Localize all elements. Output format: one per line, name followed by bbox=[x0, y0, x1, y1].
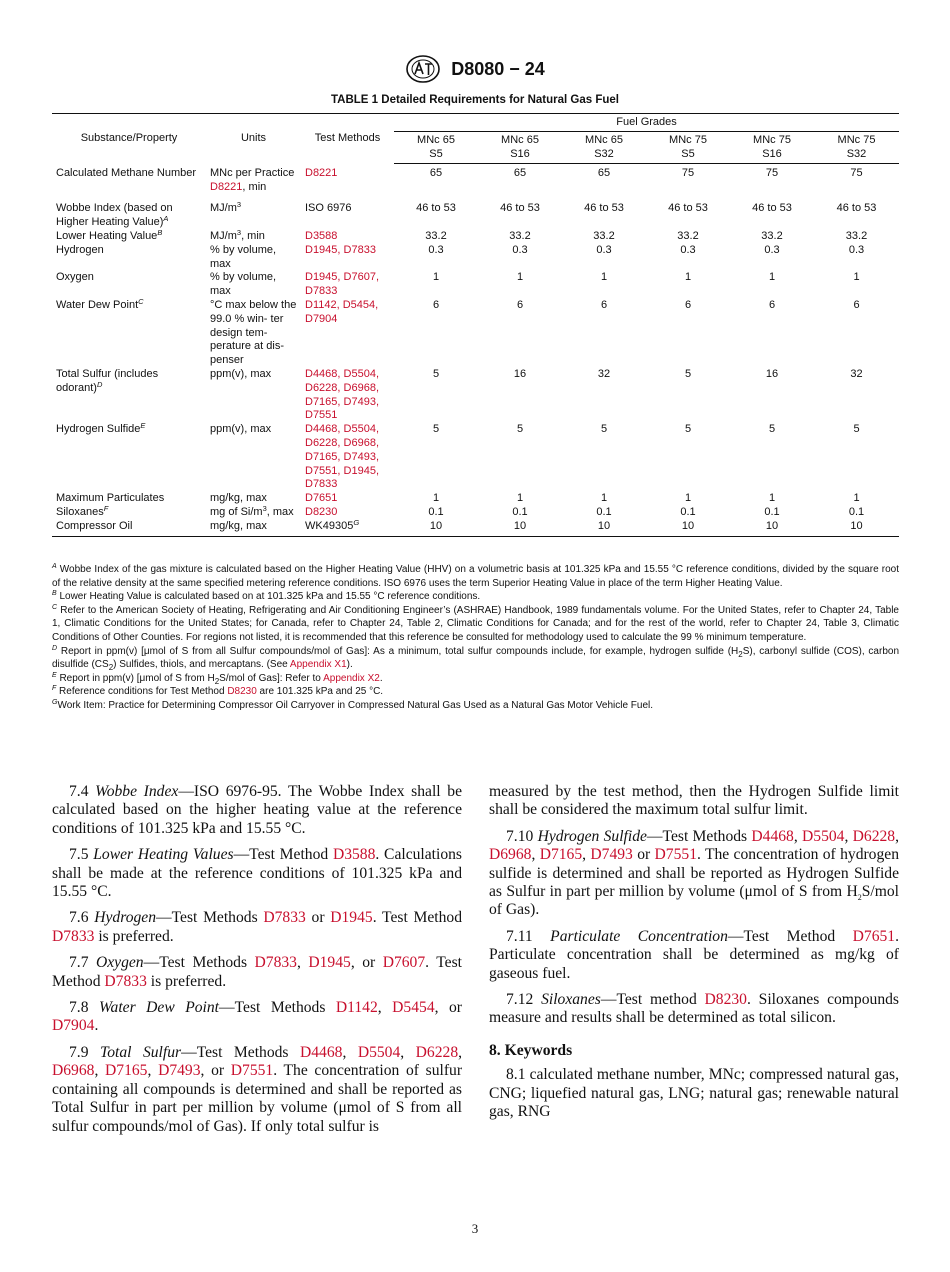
requirements-table bbox=[52, 113, 899, 537]
table-row bbox=[52, 506, 899, 520]
value-cell: 0.1 bbox=[764, 506, 780, 519]
value-cell: 75 bbox=[765, 167, 779, 180]
document-code: D8080 − 24 bbox=[451, 58, 545, 79]
value-cell: 0.3 bbox=[428, 243, 444, 256]
section-7-7: 7.7 Oxygen—Test Methods D7833, D1945, or D7607. Test Method D7833 is preferred. bbox=[52, 954, 463, 990]
method-link[interactable]: D7493 bbox=[590, 846, 633, 864]
units-cell: mg of $Si/m^3$, max bbox=[210, 504, 294, 519]
value-cell: 33.2 bbox=[509, 230, 531, 243]
footnote-d: $^D$ Report in ppm(v) [μmol of S from all Sulfur compounds/mol of Gas]: As a minimum, total sulfur compounds include, for example, hydrogen sulfide $(H_2S)$, carbonyl sulfide (COS), carbon disulfide $(CS_2)$ Sulfides, thiols, and mercaptans. (See Appendix X1). bbox=[52, 644, 900, 673]
section-7-10: 7.10 Hydrogen Sulfide—Test Methods D4468, D5504, D6228, D6968, D7165, D7493 or D7551. The concentration of hydrogen sulfide is determined and shall be reported as Hydrogen Sulfide as Sulfur in part per million by volume (μmol of S from $H_2S$/mol of Gas). bbox=[489, 827, 899, 919]
value-cell: 33.2 bbox=[845, 230, 868, 243]
value-cell: 10 bbox=[478, 520, 562, 536]
value-cell: 1 bbox=[684, 271, 692, 284]
property-cell: Lower Heating Value$^B$ bbox=[56, 228, 163, 243]
section-8-1: 8.1 calculated methane number, MNc; compressed natural gas, CNG; liquefied natural gas, LNG; natural gas; renewable natural gas, RNG bbox=[489, 1066, 899, 1121]
method-link[interactable]: D6228 bbox=[852, 827, 896, 845]
value-cell: 5 bbox=[684, 423, 692, 436]
units-cell: ppm(v), max bbox=[210, 368, 272, 381]
method-link[interactable]: D1142 bbox=[335, 999, 378, 1017]
value-cell: 1 bbox=[768, 271, 776, 284]
method-link[interactable]: D6968 bbox=[489, 846, 532, 864]
footnote-f: $^F$ Reference conditions for Test Method D8230 are 101.325 kPa and 25 °C. bbox=[52, 685, 384, 698]
body-column-left bbox=[52, 783, 462, 1144]
units-cell: mg/kg, max bbox=[210, 492, 267, 505]
property-cell: Hydrogen bbox=[56, 243, 104, 256]
method-link[interactable]: D7833 bbox=[52, 927, 95, 945]
value-cell: 1 bbox=[516, 492, 524, 505]
methods-cell[interactable]: D4468, D5504, D6228, D6968, D7165, D7493, D7551 bbox=[305, 368, 379, 422]
methods-cell[interactable]: D4468, D5504, D6228, D6968, D7165, D7493, D7551, D1945, D7833 bbox=[305, 423, 379, 491]
value-cell: 10 bbox=[394, 520, 478, 536]
value-cell: 0.3 bbox=[680, 243, 696, 256]
value-cell: 5 bbox=[768, 423, 776, 436]
methods-cell[interactable]: D1945, D7607, D7833 bbox=[305, 271, 379, 298]
value-cell: 5 bbox=[432, 368, 440, 381]
value-cell: 1 bbox=[684, 492, 692, 505]
value-cell: 1 bbox=[432, 271, 440, 284]
value-cell: 0.3 bbox=[764, 243, 780, 256]
property-cell: Total Sulfur (includes odorant)$^D$ bbox=[56, 368, 159, 394]
section-7-4: 7.4 Wobbe Index—ISO 6976-95. The Wobbe Index shall be calculated based on the higher heating value at the reference conditions of 101.325 kPa and 15.55 °C. bbox=[52, 783, 463, 837]
header-fuel-grades: Fuel Grades bbox=[394, 114, 899, 132]
value-cell: 6 bbox=[684, 299, 692, 312]
value-cell: 0.1 bbox=[848, 506, 865, 519]
value-cell: 6 bbox=[516, 299, 524, 312]
value-cell: 5 bbox=[516, 423, 524, 436]
property-cell: Hydrogen Sulfide$^E$ bbox=[56, 421, 146, 436]
property-cell: Oxygen bbox=[56, 271, 94, 284]
value-cell: 16 bbox=[765, 368, 779, 381]
method-link[interactable]: D4468 bbox=[751, 827, 794, 845]
value-cell: 33.2 bbox=[677, 230, 699, 243]
value-cell: 0.3 bbox=[512, 243, 528, 256]
value-cell: 0.3 bbox=[848, 243, 865, 256]
value-cell: 75 bbox=[850, 167, 863, 180]
footnote-a: $^A$ Wobbe Index of the gas mixture is calculated based on the Higher Heating Value (HHV) on a volumetric basis at 101.325 kPa and 15.55 °C reference conditions, divided by the square root of the relative density at the same specified metering reference conditions. ISO 6976 uses the term Superior Heating Value in place of the term Higher Heating Value. bbox=[52, 563, 899, 589]
method-link[interactable]: D7551 bbox=[230, 1062, 274, 1080]
value-cell: 16 bbox=[513, 368, 527, 381]
property-cell: Maximum Particulates bbox=[56, 492, 165, 505]
grade-header: MNc 75 S32 bbox=[814, 131, 899, 164]
method-link[interactable]: D8230 bbox=[227, 686, 257, 698]
value-cell: 33.2 bbox=[593, 230, 615, 243]
methods-cell: ISO 6976 bbox=[305, 202, 352, 215]
value-cell: 5 bbox=[853, 423, 860, 436]
value-cell: 10 bbox=[562, 520, 646, 536]
value-cell: 75 bbox=[681, 167, 695, 180]
value-cell: 5 bbox=[432, 423, 440, 436]
value-cell: 0.1 bbox=[680, 506, 696, 519]
value-cell: 1 bbox=[768, 492, 776, 505]
value-cell: 65 bbox=[429, 167, 443, 180]
section-7-12: 7.12 Siloxanes—Test method D8230. Siloxanes compounds measure and results shall be determined as total silicon. bbox=[489, 991, 899, 1027]
method-link[interactable]: D6228 bbox=[415, 1043, 459, 1061]
property-cell: Water Dew Point$^C$ bbox=[56, 297, 144, 312]
section-7-9: 7.9 Total Sulfur—Test Methods D4468, D5504, D6228, D6968, D7165, D7493, or D7551. The concentration of sulfur containing all compounds is determined and shall be reported as Total Sulfur in part per million by volume (μmol of S from all sulfur compounds/mol of Gas). If only total sulfur is bbox=[52, 1043, 463, 1135]
footnote-b: $^B$ Lower Heating Value is calculated based on at 101.325 kPa and 15.55 °C reference conditions. bbox=[52, 590, 481, 603]
footnote-c: $^C$ Refer to the American Society of Heating, Refrigerating and Air Conditioning Engineer’s (ASHRAE) Handbook, 1989 fundamentals volume. For the United States, refer to Chapter 24, Table 1, Climatic Conditions for the United States; for Canada, refer to Chapter 24, Table 2, Climatic Conditions for Canada; and for the rest of the world, refer to Chapter 24, Table 3, Climatic Conditions of Other Counties. For regions not listed, it is recommended that this reference be consulted for methodology used to calculate the 99 % minimum temperature. bbox=[52, 603, 899, 643]
footnote-e: $^E$ Report in ppm(v) [μmol of S from $H_2S$/mol of Gas]: Refer to Appendix X2. bbox=[52, 671, 383, 686]
method-link[interactable]: D8221 bbox=[210, 180, 243, 193]
method-link[interactable]: D4468 bbox=[299, 1043, 343, 1061]
method-link[interactable]: D7607 bbox=[382, 954, 426, 972]
value-cell: 0.1 bbox=[596, 506, 612, 519]
method-link[interactable]: D7904 bbox=[52, 1017, 95, 1035]
units-cell: ppm(v), max bbox=[210, 423, 272, 436]
footnote-g: $^G$Work Item: Practice for Determining Compressor Oil Carryover in Compressed Natural Gas Used as a Natural Gas Motor Vehicle Fuel. bbox=[52, 698, 654, 711]
method-link[interactable]: D1945 bbox=[330, 909, 373, 927]
value-cell: 1 bbox=[600, 271, 608, 284]
value-cell: 1 bbox=[516, 271, 524, 284]
value-cell: 33.2 bbox=[425, 230, 447, 243]
method-link[interactable]: D1945 bbox=[308, 954, 351, 972]
value-cell: 1 bbox=[853, 492, 860, 505]
table-row bbox=[52, 368, 899, 423]
value-cell: 46 to 53 bbox=[416, 202, 456, 215]
value-cell: 32 bbox=[850, 368, 863, 381]
value-cell: 33.2 bbox=[761, 230, 783, 243]
method-link[interactable]: D7833 bbox=[104, 972, 147, 990]
value-cell: 0.3 bbox=[596, 243, 612, 256]
section-heading-keywords: 8. Keywords bbox=[489, 1041, 573, 1059]
method-link[interactable]: D7551 bbox=[654, 846, 697, 864]
method-link[interactable]: D7651 bbox=[852, 927, 896, 945]
header-test-methods: Test Methods bbox=[301, 114, 394, 164]
value-cell: 0.1 bbox=[428, 506, 444, 519]
property-cell: Siloxanes$^F$ bbox=[56, 504, 109, 519]
table-row bbox=[52, 194, 899, 230]
value-cell: 46 to 53 bbox=[752, 202, 792, 215]
units-cell: °C max below the 99.0 % win- ter design tem- perature at dis- penser bbox=[210, 299, 297, 367]
appendix-link[interactable]: Appendix X2 bbox=[323, 672, 380, 684]
methods-cell: $WK49305^G$ bbox=[301, 520, 394, 536]
methods-cell[interactable]: D1142, D5454, D7904 bbox=[305, 299, 379, 325]
value-cell: 6 bbox=[432, 299, 440, 312]
value-cell: 5 bbox=[600, 423, 608, 436]
table-row bbox=[52, 492, 899, 506]
method-link[interactable]: D5454 bbox=[392, 999, 435, 1017]
table-row bbox=[52, 423, 899, 492]
grade-header: MNc 75 S16 bbox=[730, 131, 814, 164]
value-cell: 32 bbox=[597, 368, 611, 381]
grade-header: MNc 65 S32 bbox=[562, 131, 646, 164]
value-cell: 10 bbox=[814, 520, 899, 536]
value-cell: 46 to 53 bbox=[836, 202, 877, 215]
method-link[interactable]: D3588 bbox=[332, 846, 376, 864]
body-column-right bbox=[489, 783, 899, 1130]
units-cell: $MJ/m^3$ bbox=[210, 200, 242, 215]
section-7-9-continued: measured by the test method, then the Hydrogen Sulfide limit shall be considered the maximum total sulfur limit. bbox=[489, 783, 899, 819]
value-cell: 10 bbox=[730, 520, 814, 536]
method-link[interactable]: D5504 bbox=[357, 1043, 401, 1061]
appendix-link[interactable]: Appendix X1 bbox=[289, 659, 347, 671]
value-cell: 0.1 bbox=[512, 506, 528, 519]
property-cell: Calculated Methane Number bbox=[56, 166, 197, 179]
value-cell: 1 bbox=[853, 271, 860, 284]
method-link[interactable]: D8230 bbox=[704, 991, 747, 1009]
units-cell: % by volume, max bbox=[210, 243, 277, 270]
grade-header: MNc 65 S5 bbox=[394, 131, 478, 164]
header-units: Units bbox=[206, 114, 301, 164]
method-link[interactable]: D5504 bbox=[802, 827, 845, 845]
page-header bbox=[0, 54, 950, 84]
units-cell: MNc per Practice D8221, min bbox=[210, 166, 295, 193]
value-cell: 46 to 53 bbox=[668, 202, 708, 215]
methods-cell[interactable]: D3588 bbox=[305, 230, 338, 243]
method-link[interactable]: D7833 bbox=[254, 954, 297, 972]
method-link[interactable]: D7833 bbox=[263, 909, 306, 927]
method-link[interactable]: D7493 bbox=[158, 1062, 201, 1080]
value-cell: 10 bbox=[646, 520, 730, 536]
method-link[interactable]: D7165 bbox=[539, 846, 583, 864]
section-7-8: 7.8 Water Dew Point—Test Methods D1142, D5454, or D7904. bbox=[52, 999, 462, 1035]
units-cell: % by volume, max bbox=[210, 271, 277, 298]
grade-header: MNc 75 S5 bbox=[646, 131, 730, 164]
table-title: TABLE 1 Detailed Requirements for Natural Gas Fuel bbox=[331, 94, 619, 106]
grade-header: MNc 65 S16 bbox=[478, 131, 562, 164]
table-row bbox=[52, 244, 899, 272]
value-cell: 6 bbox=[600, 299, 608, 312]
table-row bbox=[52, 271, 899, 299]
table-row bbox=[52, 164, 899, 195]
property-cell: Compressor Oil bbox=[52, 520, 206, 536]
value-cell: 65 bbox=[597, 167, 611, 180]
value-cell: 46 to 53 bbox=[500, 202, 540, 215]
table-row bbox=[52, 230, 899, 244]
value-cell: 1 bbox=[432, 492, 440, 505]
methods-cell[interactable]: D8221 bbox=[305, 166, 338, 179]
section-7-5: 7.5 Lower Heating Values—Test Method D3588. Calculations shall be made at the reference conditions of 101.325 kPa and 15.55 °C. bbox=[52, 846, 462, 901]
astm-logo-icon bbox=[405, 54, 441, 84]
table-footnotes bbox=[52, 563, 899, 713]
section-7-11: 7.11 Particulate Concentration—Test Method D7651. Particulate concentration shall be determined as mg/kg of gaseous fuel. bbox=[489, 927, 899, 982]
value-cell: 6 bbox=[768, 299, 776, 312]
method-link[interactable]: D6968 bbox=[52, 1062, 95, 1080]
methods-cell[interactable]: D1945, D7833 bbox=[305, 243, 376, 256]
methods-cell[interactable]: D7651 bbox=[305, 492, 338, 505]
value-cell: 6 bbox=[853, 299, 860, 312]
table-row bbox=[52, 520, 899, 536]
value-cell: 46 to 53 bbox=[584, 202, 624, 215]
method-link[interactable]: D7165 bbox=[105, 1062, 148, 1080]
property-cell: Wobbe Index (based on Higher Heating Value)$^A$ bbox=[56, 202, 173, 229]
table-row bbox=[52, 299, 899, 368]
header-substance: Substance/Property bbox=[52, 114, 206, 164]
section-7-6: 7.6 Hydrogen—Test Methods D7833 or D1945. Test Method D7833 is preferred. bbox=[52, 909, 462, 945]
value-cell: 65 bbox=[513, 167, 527, 180]
units-cell: mg/kg, max bbox=[206, 520, 301, 536]
value-cell: 5 bbox=[684, 368, 692, 381]
value-cell: 1 bbox=[600, 492, 608, 505]
units-cell: $MJ/m^3$, min bbox=[210, 228, 265, 243]
methods-cell[interactable]: D8230 bbox=[305, 506, 338, 519]
page-number: 3 bbox=[471, 1221, 479, 1236]
